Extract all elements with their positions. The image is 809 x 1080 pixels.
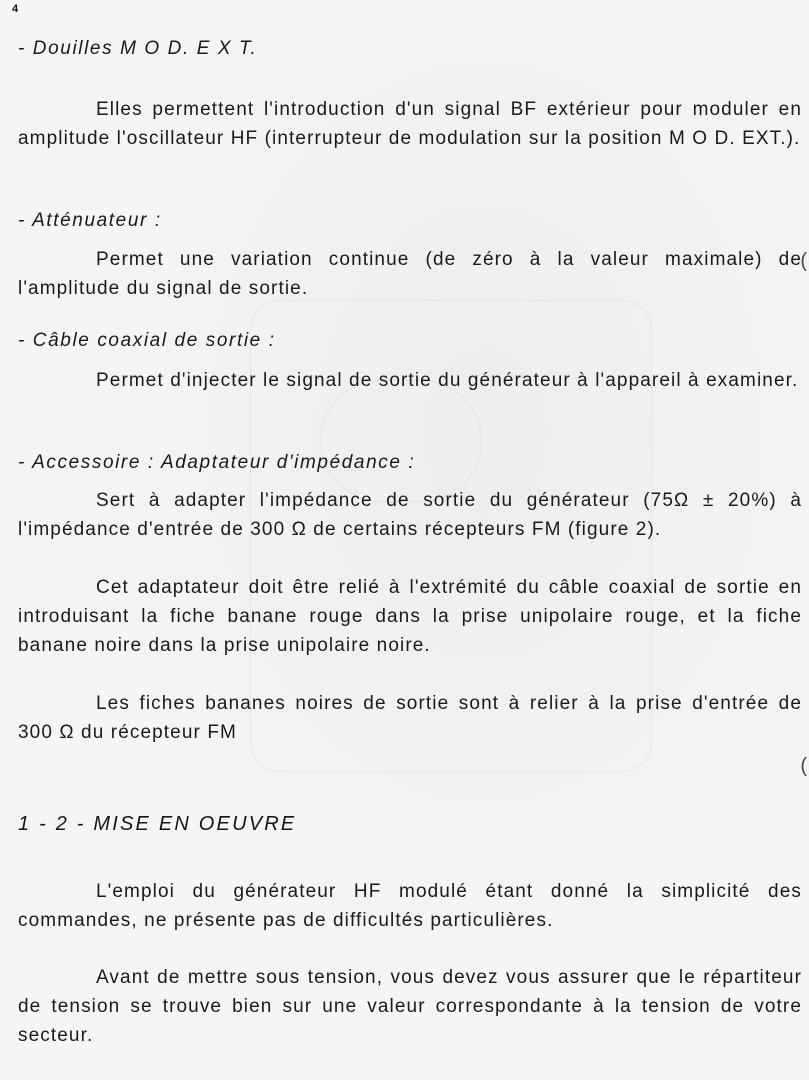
page-number: 4 (12, 3, 19, 15)
show-through-artifact (320, 380, 482, 502)
paragraph-emploi-generateur: L'emploi du générateur HF modulé étant donné la simplicité des commandes, ne présente pas de difficultés particulières. (18, 881, 802, 931)
paragraph-fiches-bananes: Les fiches bananes noires de sortie sont à relier à la prise d'entrée de 300 Ω du récepteur FM (18, 693, 802, 743)
section-heading-mise-en-oeuvre: 1 - 2 - MISE EN OEUVRE (18, 813, 297, 835)
paragraph-adaptateur-connexion: Cet adaptateur doit être relié à l'extrémité du câble coaxial de sortie en introduisant la fiche banane rouge dans la prise unipolaire rouge, et la fiche banane noire dans la prise unipolaire noire. (18, 577, 802, 656)
heading-attenuateur: - Atténuateur : (18, 210, 162, 231)
paragraph-attenuateur: Permet une variation continue (de zéro à la valeur maximale) de l'amplitude du signal de sortie. (18, 249, 802, 299)
binding-edge-mark: ( (800, 250, 807, 272)
paragraph-adaptateur-impedance: Sert à adapter l'impédance de sortie du générateur (75Ω ± 20%) à l'impédance d'entrée de 300 Ω de certains récepteurs FM (figure 2). (18, 490, 802, 540)
paragraph-cable-coaxial: Permet d'injecter le signal de sortie du générateur à l'appareil à examiner. (96, 370, 799, 391)
heading-cable-coaxial: - Câble coaxial de sortie : (18, 330, 276, 351)
binding-edge-mark: ( (800, 755, 807, 777)
heading-douilles-mod-ext: - Douilles M O D. E X T. (18, 38, 258, 59)
paragraph-douilles-mod-ext: Elles permettent l'introduction d'un signal BF extérieur pour moduler en amplitude l'oscillateur HF (interrupteur de modulation sur la position M O D. EXT.). (18, 99, 802, 149)
paragraph-mise-sous-tension: Avant de mettre sous tension, vous devez vous assurer que le répartiteur de tension se trouve bien sur une valeur correspondante à la tension de votre secteur. (18, 967, 802, 1046)
heading-accessoire: - Accessoire : Adaptateur d'impédance : (18, 452, 416, 473)
